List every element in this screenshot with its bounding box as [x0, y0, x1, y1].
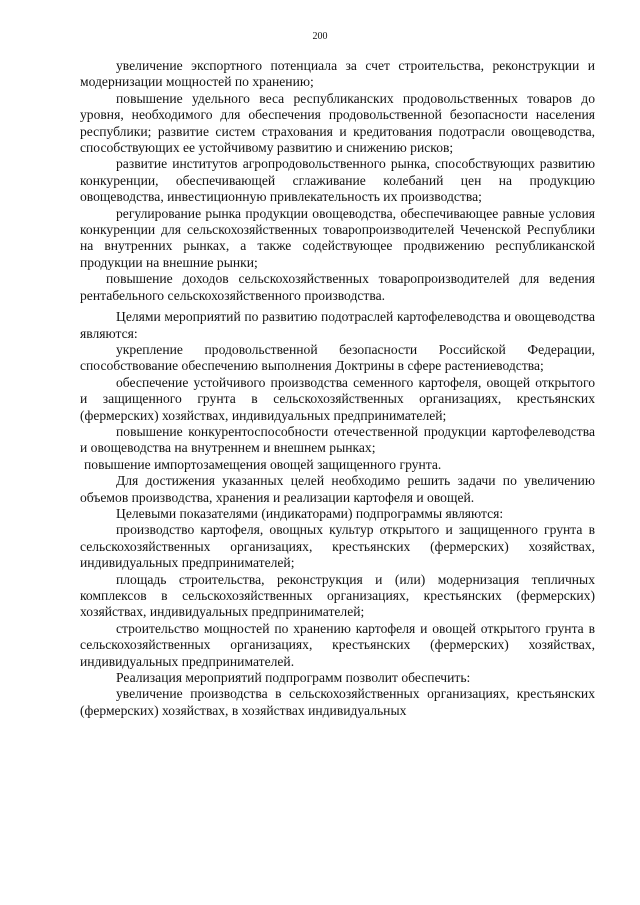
paragraph: Целями мероприятий по развитию подотраслей картофелеводства и овощеводства являются:	[80, 309, 595, 341]
paragraph: повышение конкурентоспособности отечественной продукции картофелеводства и овощеводства на внутреннем и внешнем рынках;	[80, 423, 595, 456]
paragraph: Целевыми показателями (индикаторами) подпрограммы являются:	[116, 505, 504, 521]
paragraph: производство картофеля, овощных культур открытого и защищенного грунта в сельскохозяйственных организациях, крестьянских (фермерских) хозяйствах, индивидуальных предпринимателей;	[80, 522, 595, 571]
paragraph: площадь строительства, реконструкция и (или) модернизация тепличных комплексов в сельскохозяйственных организациях, крестьянских (фермерских) хозяйствах, индивидуальных предпринимателей;	[80, 571, 595, 620]
paragraph: Для достижения указанных целей необходимо решить задачи по увеличению объемов производства, хранения и реализации картофеля и овощей.	[80, 473, 595, 505]
paragraph: увеличение экспортного потенциала за счет строительства, реконструкции и модернизации мощностей по хранению;	[80, 58, 595, 90]
paragraph: обеспечение устойчивого производства семенного картофеля, овощей открытого и защищенного грунта в сельскохозяйственных организациях, крестьянских (фермерских) хозяйствах, индивидуальных предпринимателей;	[80, 374, 595, 423]
paragraph: увеличение производства в сельскохозяйственных организациях, крестьянских (фермерских) хозяйствах, в хозяйствах индивидуальных	[80, 686, 595, 718]
paragraph: повышение удельного веса республиканских продовольственных товаров до уровня, необходимого для обеспечения продовольственной безопасности населения республики; развитие систем страхования и кредитования подотрасли овощеводства, способствующих ее устойчивому развитию и снижению рисков;	[80, 90, 595, 156]
paragraph: повышение импортозамещения овощей защищенного грунта.	[84, 456, 442, 472]
paragraph: развитие институтов агропродовольственного рынка, способствующих развитию конкуренции, обеспечивающей сглаживание колебаний цен на продукцию овощеводства, инвестиционную привлекательность их производства;	[80, 156, 595, 205]
paragraph: повышение доходов сельскохозяйственных товаропроизводителей для ведения рентабельного сельскохозяйственного производства.	[80, 271, 595, 303]
paragraph: Реализация мероприятий подпрограмм позволит обеспечить:	[116, 670, 471, 686]
paragraph: строительство мощностей по хранению картофеля и овощей открытого грунта в сельскохозяйственных организациях, крестьянских (фермерских) хозяйствах, индивидуальных предпринимателей.	[80, 620, 595, 669]
paragraph: регулирование рынка продукции овощеводства, обеспечивающее равные условия конкуренции для сельскохозяйственных товаропроизводителей Чеченской Республики на внутренних рынках, а также содействующее продвижению республиканской продукции на внешние рынки;	[80, 205, 595, 270]
paragraph: укрепление продовольственной безопасности Российской Федерации, способствование обеспечению выполнения Доктрины в сфере растениеводства;	[80, 341, 595, 374]
page-number: 200	[312, 31, 328, 42]
document-body	[80, 58, 595, 719]
